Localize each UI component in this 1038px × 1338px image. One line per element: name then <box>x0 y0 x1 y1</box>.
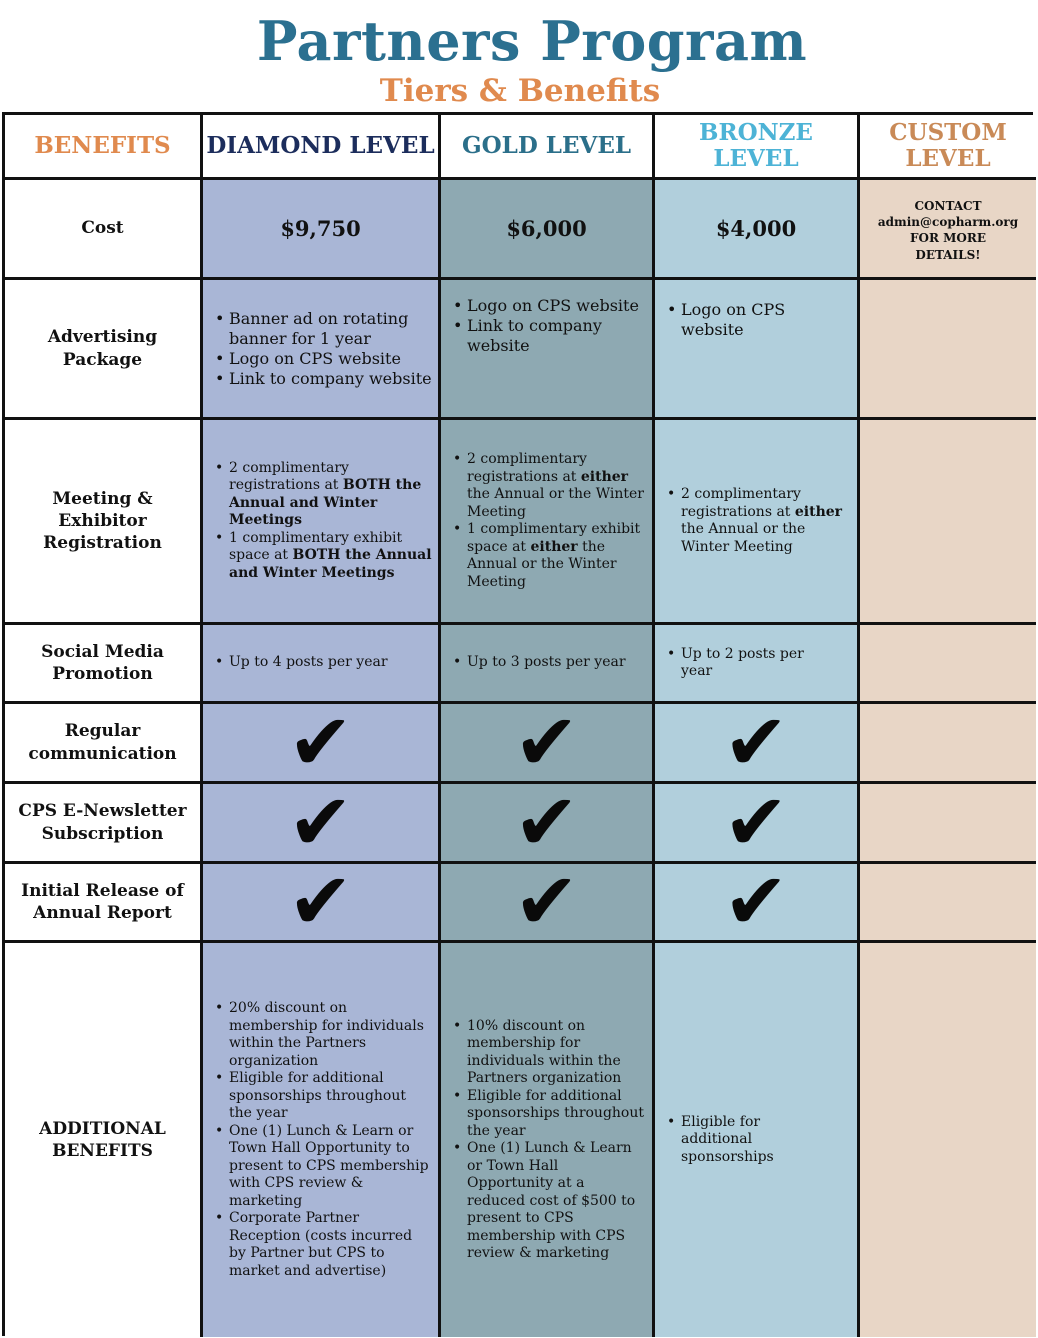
communication-gold <box>441 704 655 784</box>
label-line: communication <box>28 743 177 764</box>
tiers-table <box>2 112 1033 1336</box>
list-item: • Corporate Partner Reception (costs incurred by Partner but CPS to market and advertise) <box>229 1210 432 1280</box>
text: the Annual or the Winter Meeting <box>681 521 806 555</box>
header-custom <box>860 115 1036 180</box>
cost-diamond <box>203 180 441 280</box>
list-item: • One (1) Lunch & Learn or Town Hall Opportunity to present to CPS membership with CPS review & marketing <box>229 1123 432 1211</box>
row-label-additional <box>5 943 203 1337</box>
social-bronze <box>655 625 860 704</box>
bold-text: BOTH the Annual and Winter Meetings <box>229 477 422 529</box>
text: 2 complimentary registrations at <box>467 451 587 485</box>
list-item: • Eligible for additional sponsorships throughout the year <box>467 1088 646 1141</box>
text: 1 complimentary exhibit space at <box>229 529 403 564</box>
label-line: Meeting & <box>52 488 153 509</box>
label-line: Package <box>62 349 143 370</box>
bold-text: either <box>794 503 843 520</box>
additional-custom <box>860 943 1036 1337</box>
header-benefits <box>5 115 203 180</box>
row-label-annual-report-text <box>15 880 190 924</box>
label-line: Registration <box>43 533 162 554</box>
social-gold-list <box>441 654 652 672</box>
header-benefits-label: BENEFITS <box>34 131 171 159</box>
checkmark-icon: ✔ <box>287 864 354 943</box>
row-label-advertising <box>5 280 203 420</box>
checkmark-icon: ✔ <box>513 704 580 784</box>
meeting-gold-list <box>441 451 652 591</box>
list-item: • Banner ad on rotating banner for 1 year <box>229 309 432 349</box>
label-line: Subscription <box>41 823 164 844</box>
list-item: • Link to company website <box>229 369 432 389</box>
header-gold <box>441 115 655 180</box>
advertising-bronze <box>655 280 860 420</box>
list-item: • Logo on CPS website <box>681 300 851 340</box>
checkmark-icon: ✔ <box>723 704 789 784</box>
list-item: • Up to 4 posts per year <box>229 654 432 672</box>
list-item: • Up to 3 posts per year <box>467 654 646 672</box>
contact-email: admin@copharm.org <box>877 215 1019 230</box>
label-line: Regular <box>64 721 141 742</box>
row-label-annual-report <box>5 864 203 943</box>
cost-custom <box>860 180 1036 280</box>
contact-line: CONTACT <box>914 199 982 213</box>
advertising-custom <box>860 280 1036 420</box>
meeting-bronze <box>655 420 860 625</box>
communication-bronze <box>655 704 860 784</box>
communication-diamond <box>203 704 441 784</box>
annual-report-bronze <box>655 864 860 943</box>
newsletter-diamond <box>203 784 441 864</box>
list-item: • One (1) Lunch & Learn or Town Hall Opportunity at a reduced cost of $500 to present to CPS membership with CPS review & marketing <box>467 1140 646 1263</box>
list-item: • 20% discount on membership for individuals within the Partners organization <box>229 1000 432 1070</box>
text: 2 complimentary registrations at <box>229 459 349 494</box>
meeting-diamond <box>203 420 441 625</box>
social-custom <box>860 625 1036 704</box>
advertising-gold-list <box>441 296 652 356</box>
social-diamond <box>203 625 441 704</box>
row-label-advertising-text <box>42 326 163 370</box>
header-custom-line2: LEVEL <box>905 145 991 172</box>
list-item: • 10% discount on membership for individuals within the Partners organization <box>467 1018 646 1088</box>
header-custom-line1: CUSTOM <box>889 118 1007 146</box>
bold-text: either <box>530 538 578 555</box>
communication-custom <box>860 704 1036 784</box>
label-line: Initial Release of <box>21 880 184 901</box>
text: 2 complimentary registrations at <box>681 486 801 520</box>
row-label-meeting-text <box>37 488 168 554</box>
text: the Annual or the Winter Meeting <box>467 486 645 520</box>
text: 1 complimentary exhibit space at <box>467 521 641 555</box>
bold-text: BOTH the Annual and Winter Meetings <box>229 547 432 581</box>
row-label-social-text <box>35 641 170 685</box>
checkmark-icon: ✔ <box>287 704 354 784</box>
annual-report-custom <box>860 864 1036 943</box>
newsletter-gold <box>441 784 655 864</box>
checkmark-icon: ✔ <box>513 864 580 943</box>
checkmark-icon: ✔ <box>287 784 354 864</box>
newsletter-custom <box>860 784 1036 864</box>
additional-gold-list <box>441 1018 652 1263</box>
social-bronze-list <box>655 646 857 681</box>
row-label-cost-text: Cost <box>81 218 124 239</box>
social-gold <box>441 625 655 704</box>
contact-line: DETAILS! <box>915 247 981 262</box>
label-line: Advertising <box>47 327 158 348</box>
row-label-communication-text <box>22 720 182 764</box>
meeting-bronze-list <box>655 486 857 556</box>
advertising-bronze-list <box>655 300 857 340</box>
list-item: • Eligible for additional sponsorships throughout the year <box>229 1070 432 1123</box>
row-label-meeting <box>5 420 203 625</box>
social-diamond-list <box>203 654 438 672</box>
list-item: • Logo on CPS website <box>229 349 432 369</box>
header-custom-label <box>889 120 1007 173</box>
additional-diamond-list <box>203 1000 438 1280</box>
header-diamond-label: DIAMOND LEVEL <box>206 131 435 159</box>
bold-text: either <box>580 468 629 485</box>
checkmark-icon: ✔ <box>513 784 580 864</box>
label-line: CPS E-Newsletter <box>18 801 187 822</box>
label-line: Annual Report <box>33 903 172 923</box>
meeting-custom <box>860 420 1036 625</box>
additional-bronze <box>655 943 860 1337</box>
contact-line: FOR MORE <box>910 231 986 246</box>
cost-bronze-value: $4,000 <box>715 216 797 241</box>
list-item: • Logo on CPS website <box>467 296 646 316</box>
row-label-cost <box>5 180 203 280</box>
label-line: Exhibitor <box>58 510 147 531</box>
list-item <box>681 486 851 556</box>
label-line: Promotion <box>52 664 153 684</box>
page-subtitle: Tiers & Benefits <box>379 73 661 109</box>
text: the Annual or the Winter Meeting <box>467 538 617 590</box>
cost-gold-value: $6,000 <box>506 216 587 241</box>
advertising-diamond-list <box>203 309 438 389</box>
list-item: • Link to company website <box>467 316 646 356</box>
list-item <box>229 460 432 530</box>
header-bronze-label: BRONZE LEVEL <box>699 118 813 172</box>
newsletter-bronze <box>655 784 860 864</box>
meeting-gold <box>441 420 655 625</box>
list-item: • Up to 2 posts per year <box>681 646 817 681</box>
additional-gold <box>441 943 655 1337</box>
cost-bronze <box>655 180 860 280</box>
cost-gold <box>441 180 655 280</box>
cost-diamond-value: $9,750 <box>280 216 361 241</box>
annual-report-gold <box>441 864 655 943</box>
additional-bronze-list <box>655 1114 857 1167</box>
header-diamond <box>203 115 441 180</box>
label-line: ADDITIONAL <box>39 1118 166 1139</box>
row-label-newsletter-text <box>12 800 192 844</box>
row-label-communication <box>5 704 203 784</box>
row-label-newsletter <box>5 784 203 864</box>
advertising-diamond <box>203 280 441 420</box>
list-item <box>467 451 646 521</box>
annual-report-diamond <box>203 864 441 943</box>
additional-diamond <box>203 943 441 1337</box>
checkmark-icon: ✔ <box>723 784 789 864</box>
list-item: • Eligible for additional sponsorships <box>681 1114 807 1167</box>
row-label-additional-text <box>33 1118 172 1162</box>
row-label-social <box>5 625 203 704</box>
custom-contact-text <box>878 180 1018 263</box>
header-bronze <box>655 115 860 180</box>
header-gold-label: GOLD LEVEL <box>461 131 632 159</box>
meeting-diamond-list <box>203 460 438 583</box>
label-line: BENEFITS <box>52 1141 153 1161</box>
list-item <box>229 530 432 583</box>
list-item <box>467 521 646 591</box>
label-line: Social Media <box>41 641 164 662</box>
advertising-gold <box>441 280 655 420</box>
page-title: Partners Program <box>256 9 808 73</box>
checkmark-icon: ✔ <box>723 864 789 943</box>
